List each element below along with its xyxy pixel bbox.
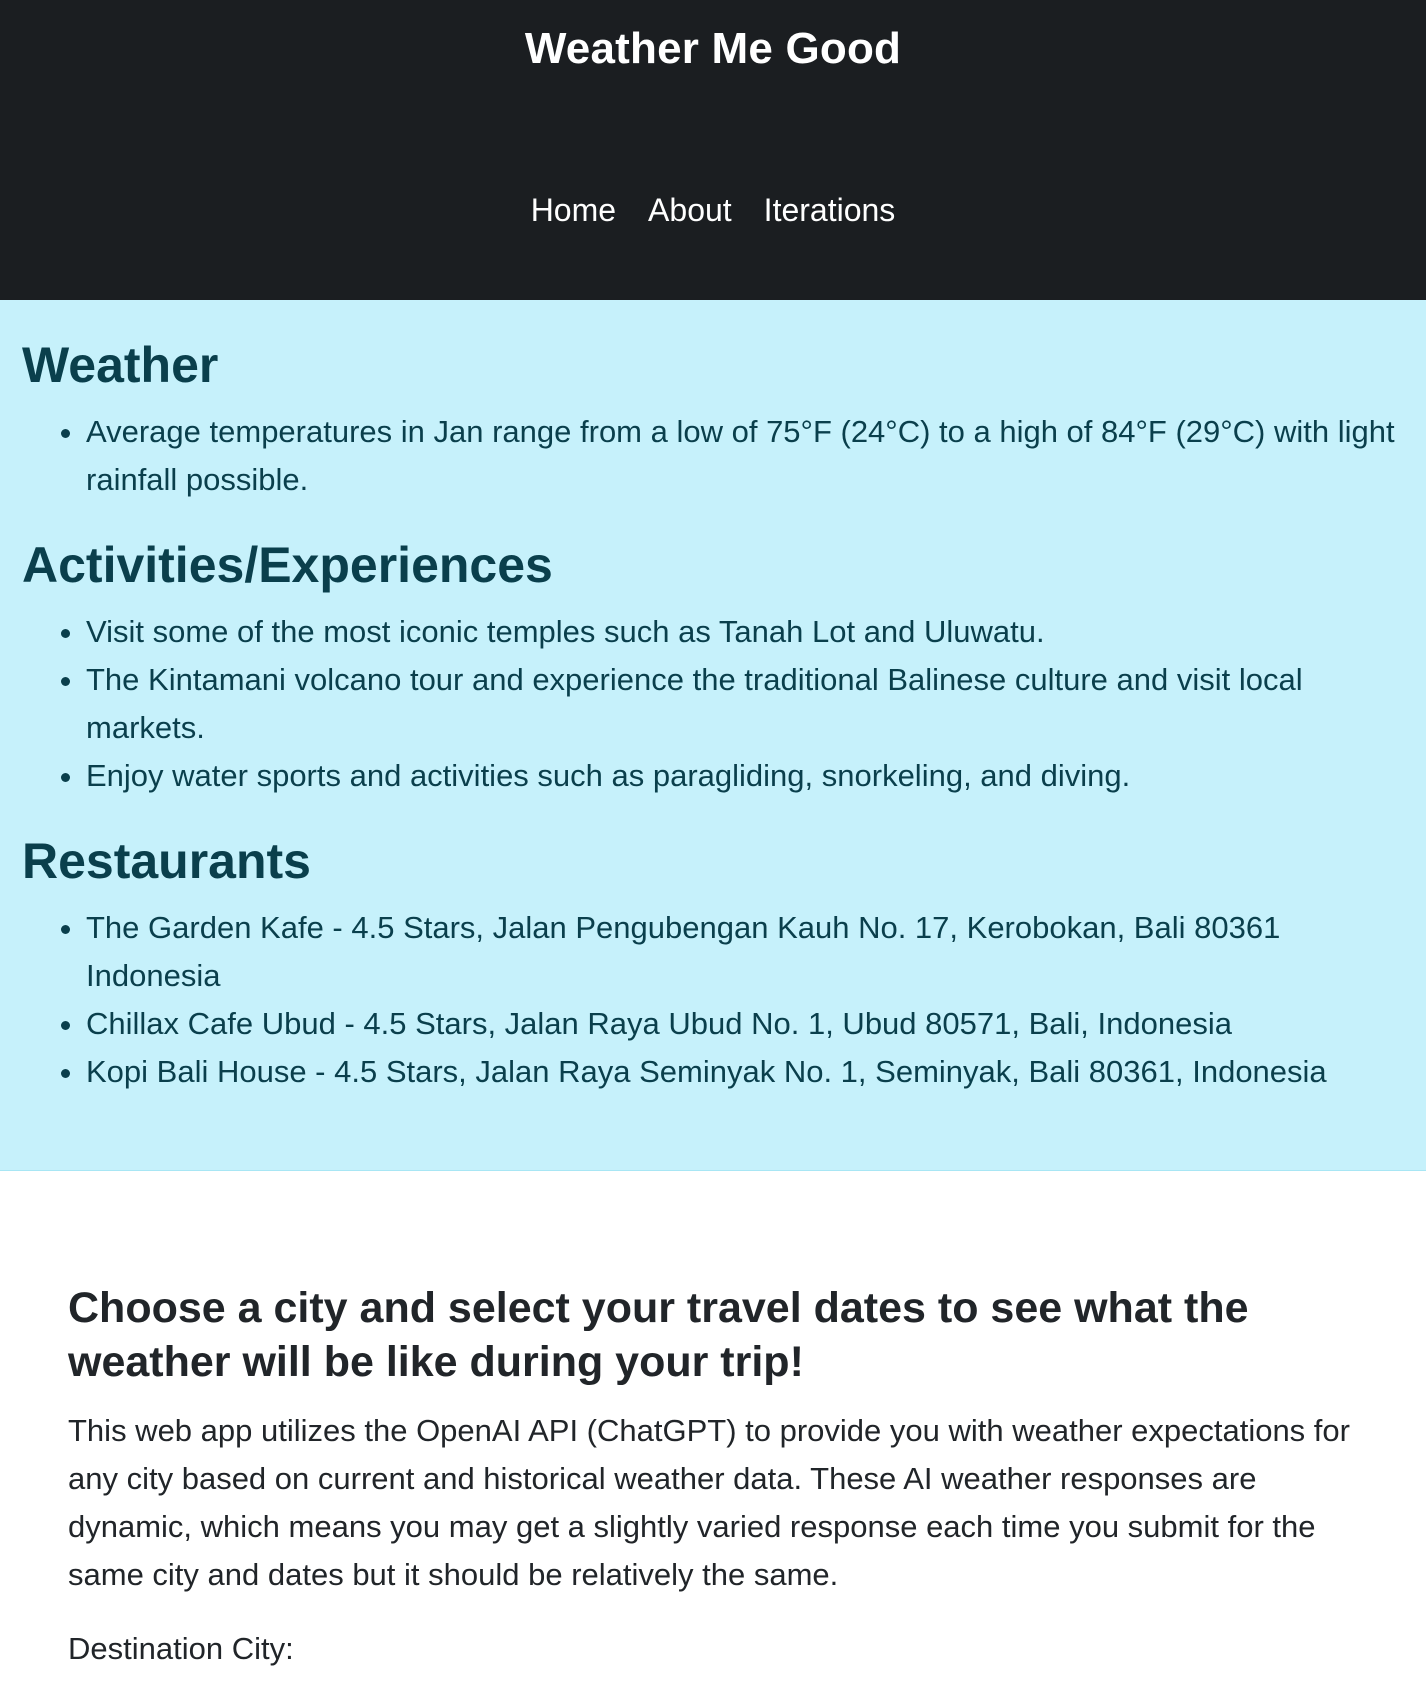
weather-heading: Weather [22, 337, 219, 393]
list-item: • Chillax Cafe Ubud - 4.5 Stars, Jalan Raya Ubud No. 1, Ubud 80571, Bali, Indonesia [86, 1000, 1404, 1048]
restaurants-list [22, 904, 1404, 1096]
main-nav [0, 192, 1426, 229]
destination-city-label: Destination City: [68, 1631, 294, 1666]
activities-heading: Activities/Experiences [22, 537, 553, 593]
intro-section [0, 1171, 1426, 1669]
list-item: • The Garden Kafe - 4.5 Stars, Jalan Pengubengan Kauh No. 17, Kerobokan, Bali 80361 Indonesia [86, 904, 1404, 1000]
weather-results-panel [0, 300, 1426, 1171]
list-item: • The Kintamani volcano tour and experience the traditional Balinese culture and visit local markets. [86, 656, 1404, 752]
activities-list [22, 608, 1404, 800]
nav-home-link[interactable]: Home [530, 192, 617, 228]
list-item: • Enjoy water sports and activities such as paragliding, snorkeling, and diving. [86, 752, 1404, 800]
nav-iterations-link[interactable]: Iterations [763, 192, 896, 228]
list-item: • Average temperatures in Jan range from a low of 75°F (24°C) to a high of 84°F (29°C) with light rainfall possible. [86, 408, 1404, 504]
list-item: • Kopi Bali House - 4.5 Stars, Jalan Raya Seminyak No. 1, Seminyak, Bali 80361, Indonesia [86, 1048, 1404, 1096]
weather-list [22, 408, 1404, 504]
list-item: • Visit some of the most iconic temples such as Tanah Lot and Uluwatu. [86, 608, 1404, 656]
site-title[interactable]: Weather Me Good [524, 24, 902, 73]
restaurants-heading: Restaurants [22, 833, 311, 889]
nav-about-link[interactable]: About [648, 192, 732, 228]
intro-description: This web app utilizes the OpenAI API (ChatGPT) to provide you with weather expectations for any city based on current and historical weather data. These AI weather responses are dynamic, which means you may get a slightly varied response each time you submit for the same city and dates but it should be relatively the same. [68, 1413, 1350, 1592]
top-navbar [0, 0, 1426, 300]
intro-heading: Choose a city and select your travel dates to see what the weather will be like during your trip! [68, 1284, 1249, 1386]
